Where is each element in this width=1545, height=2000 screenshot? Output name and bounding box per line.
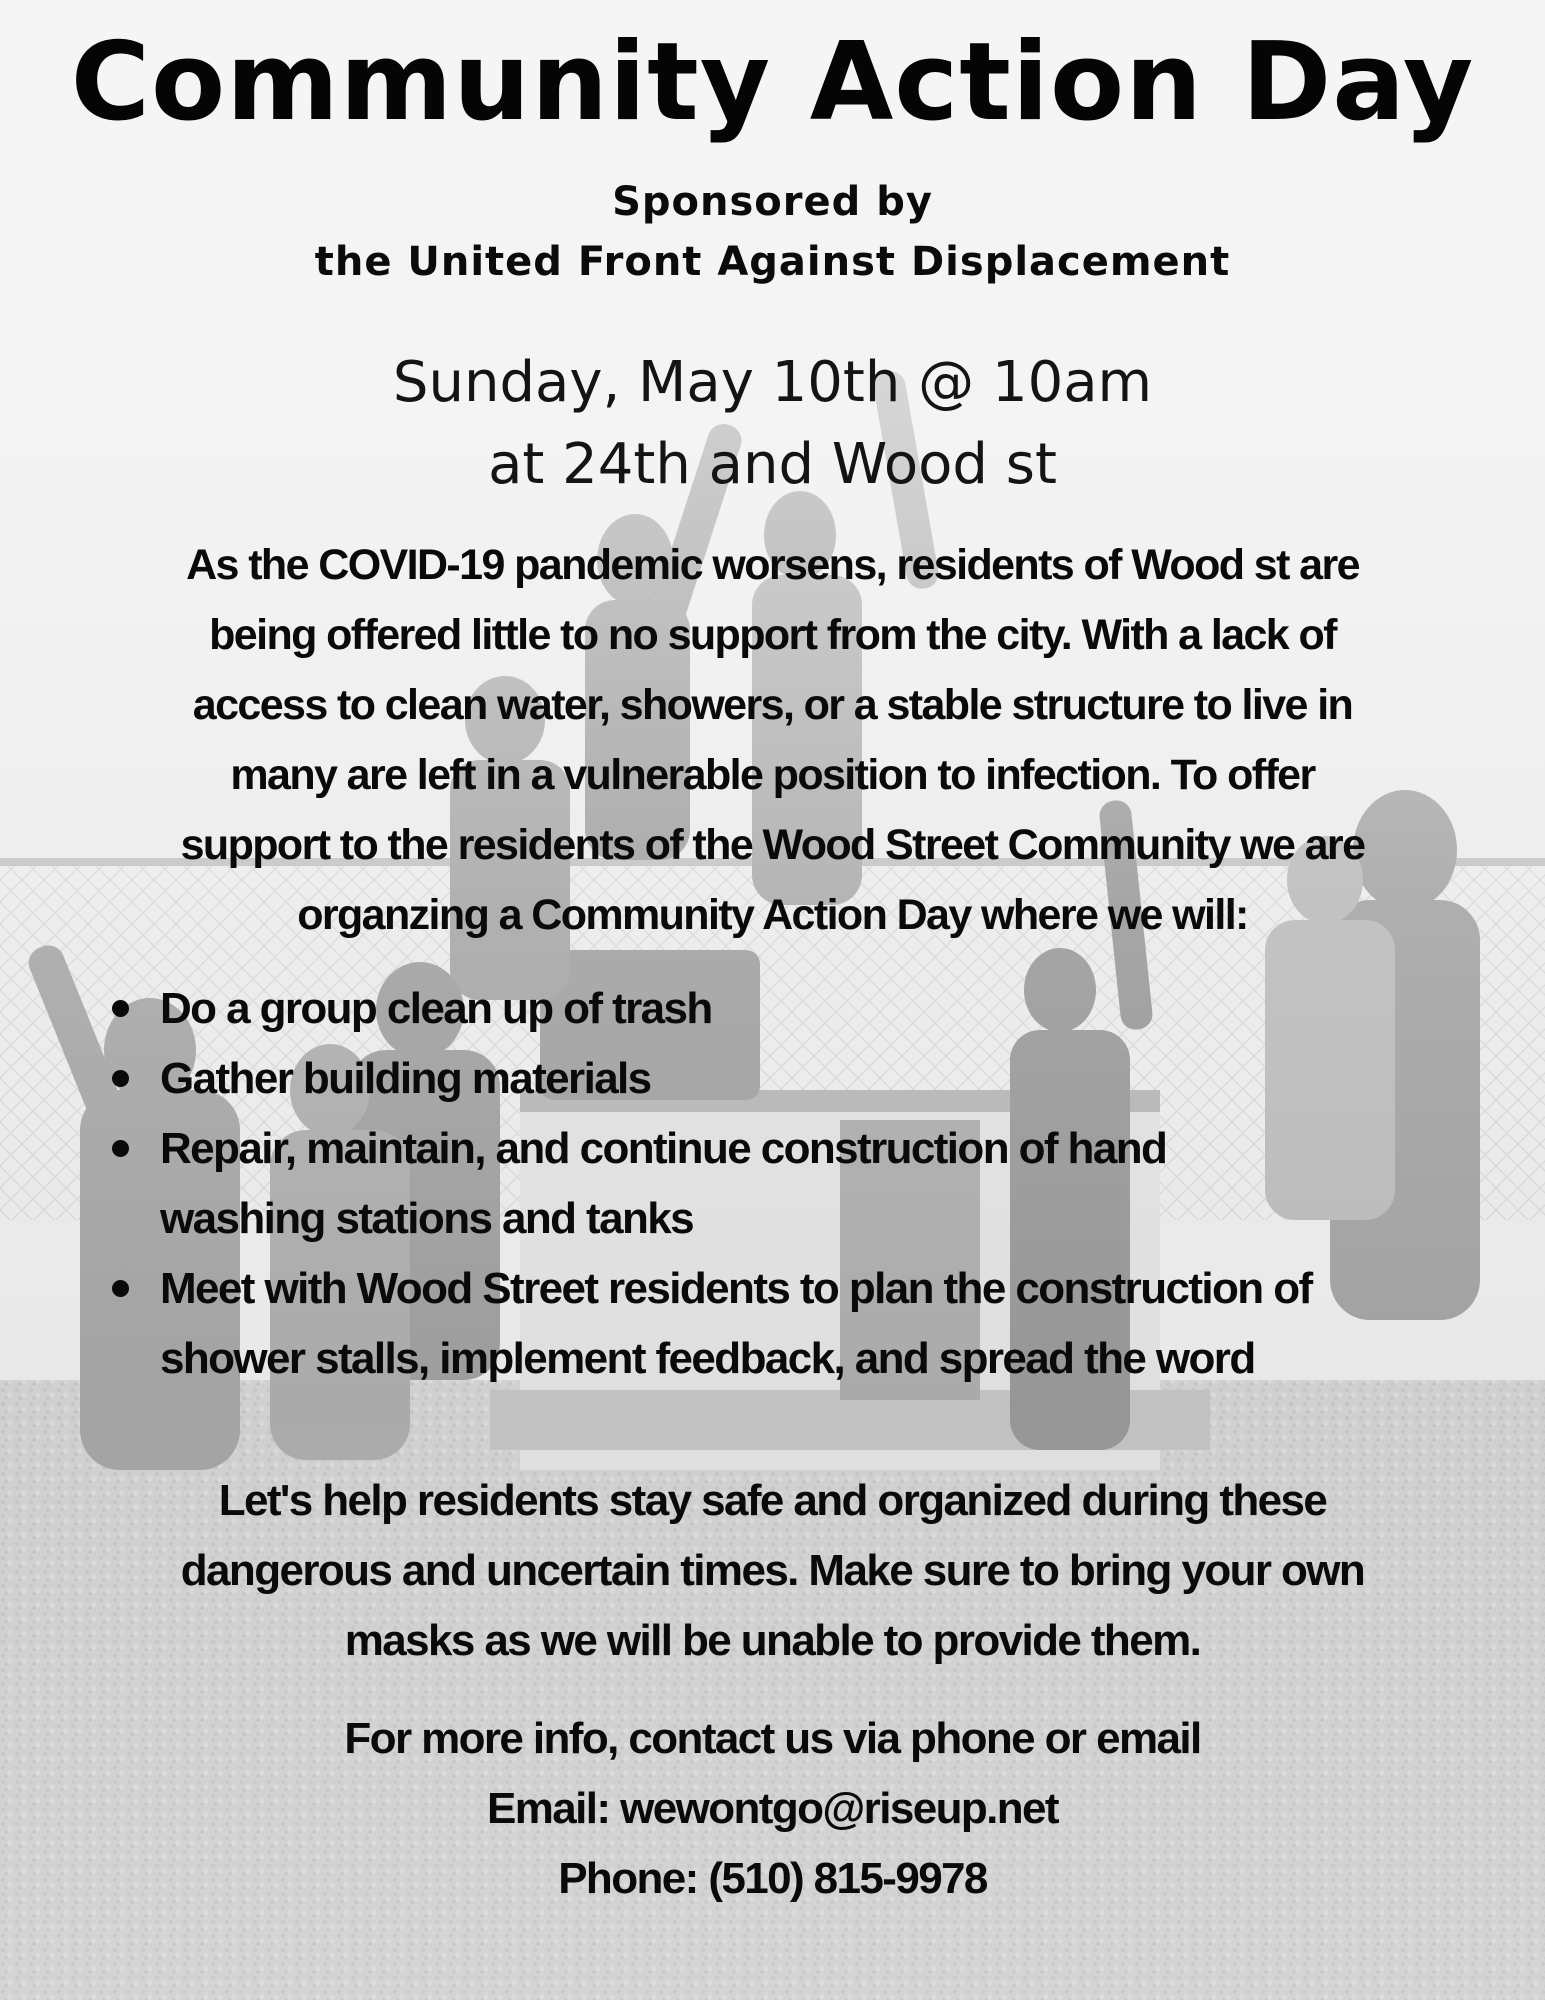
intro-paragraph: [80, 530, 1465, 950]
task-item-materials: [104, 1044, 1504, 1114]
sponsor-organization: the United Front Against Displacement: [314, 239, 1231, 285]
intro-line: support to the residents of the Wood Street Community we are: [180, 821, 1365, 869]
task-item-repair: [104, 1114, 1504, 1254]
contact-phone: Phone: (510) 815-9978: [558, 1854, 987, 1903]
contact-heading: For more info, contact us via phone or email: [344, 1714, 1201, 1763]
task-text: Repair, maintain, and continue construction of hand: [160, 1124, 1167, 1173]
bullet-icon: [112, 1280, 129, 1297]
closing-line: masks as we will be unable to provide them.: [344, 1616, 1201, 1665]
contact-email: Email: wewontgo@riseup.net: [487, 1784, 1058, 1833]
intro-line: many are left in a vulnerable position to infection. To offer: [230, 751, 1315, 799]
task-list: [104, 974, 1504, 1394]
intro-line: organzing a Community Action Day where we will:: [297, 891, 1248, 939]
task-text: Gather building materials: [160, 1054, 651, 1103]
bullet-icon: [112, 1070, 129, 1087]
task-item-cleanup: [104, 974, 1504, 1044]
page-title: Community Action Day: [70, 20, 1475, 145]
sponsor-block: [0, 172, 1545, 292]
task-text: Meet with Wood Street residents to plan the construction of: [160, 1264, 1312, 1313]
bullet-icon: [112, 1140, 129, 1157]
closing-line: dangerous and uncertain times. Make sure to bring your own: [180, 1546, 1365, 1595]
event-location: at 24th and Wood st: [488, 432, 1057, 497]
event-when-where: [0, 342, 1545, 506]
closing-line: Let's help residents stay safe and organized during these: [218, 1476, 1327, 1525]
intro-line: being offered little to no support from the city. With a lack of: [209, 611, 1336, 659]
task-text: washing stations and tanks: [160, 1194, 693, 1243]
contact-block: [80, 1704, 1465, 1914]
closing-paragraph: [80, 1466, 1465, 1676]
event-date-time: Sunday, May 10th @ 10am: [392, 350, 1153, 415]
task-text: shower stalls, implement feedback, and spread the word: [160, 1334, 1255, 1383]
task-text: Do a group clean up of trash: [160, 984, 712, 1033]
intro-line: As the COVID-19 pandemic worsens, residents of Wood st are: [186, 541, 1359, 589]
intro-line: access to clean water, showers, or a stable structure to live in: [192, 681, 1353, 729]
task-item-meet-residents: [104, 1254, 1504, 1394]
bullet-icon: [112, 1000, 129, 1017]
sponsor-label: Sponsored by: [612, 179, 933, 225]
